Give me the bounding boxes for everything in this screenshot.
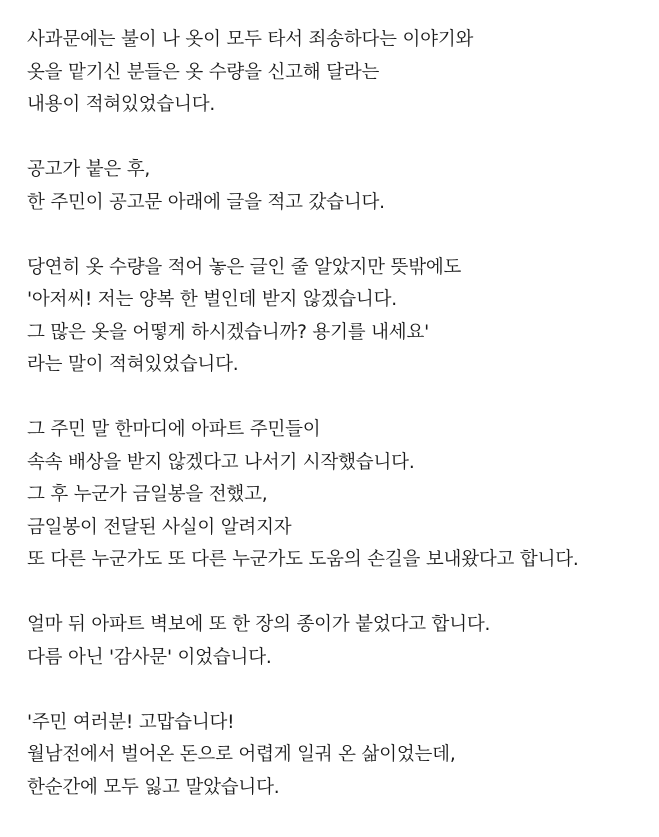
text-line: 옷을 맡기신 분들은 옷 수량을 신고해 달라는 [27,61,380,83]
text-line: 공고가 붙은 후, [27,159,151,180]
paragraph-residents-respond [27,414,652,577]
text-line: 내용이 적혀있었습니다. [27,94,216,115]
paragraph-unexpected-message [27,252,652,382]
text-line: 한 주민이 공고문 아래에 글을 적고 갔습니다. [27,191,385,213]
text-line: 그 주민 말 한마디에 아파트 주민들이 [27,419,321,440]
text-line: 사과문에는 불이 나 옷이 모두 타서 죄송하다는 이야기와 [27,29,474,50]
text-line: 당연히 옷 수량을 적어 놓은 글인 줄 알았지만 뜻밖에도 [27,256,462,278]
paragraph-resident-note [27,154,652,219]
article-body [27,24,652,837]
text-line: 속속 배상을 받지 않겠다고 나서기 시작했습니다. [27,451,415,473]
text-line: 라는 말이 적혀있었습니다. [27,354,239,375]
text-line: 그 후 누군가 금일봉을 전했고, [27,484,268,505]
text-line: 또 다른 누군가도 또 다른 누군가도 도움의 손길을 보내왔다고 합니다. [27,549,579,570]
text-line: '아저씨! 저는 양복 한 벌인데 받지 않겠습니다. [27,289,397,310]
text-line: 월남전에서 벌어온 돈으로 어렵게 일궈 온 삶이었는데, [27,744,456,765]
text-line: 한순간에 모두 잃고 말았습니다. [27,776,280,798]
text-line: 금일봉이 전달된 사실이 알려지자 [27,516,292,538]
text-line: 그 많은 옷을 어떻게 하시겠습니까? 용기를 내세요' [27,321,430,343]
text-line: 다름 아닌 '감사문' 이었습니다. [27,646,272,668]
paragraph-thank-you-notice [27,609,652,674]
paragraph-apology-notice [27,24,652,122]
paragraph-thank-you-letter [27,707,652,805]
text-line: 얼마 뒤 아파트 벽보에 또 한 장의 종이가 붙었다고 합니다. [27,614,491,635]
text-line: '주민 여러분! 고맙습니다! [27,711,235,733]
